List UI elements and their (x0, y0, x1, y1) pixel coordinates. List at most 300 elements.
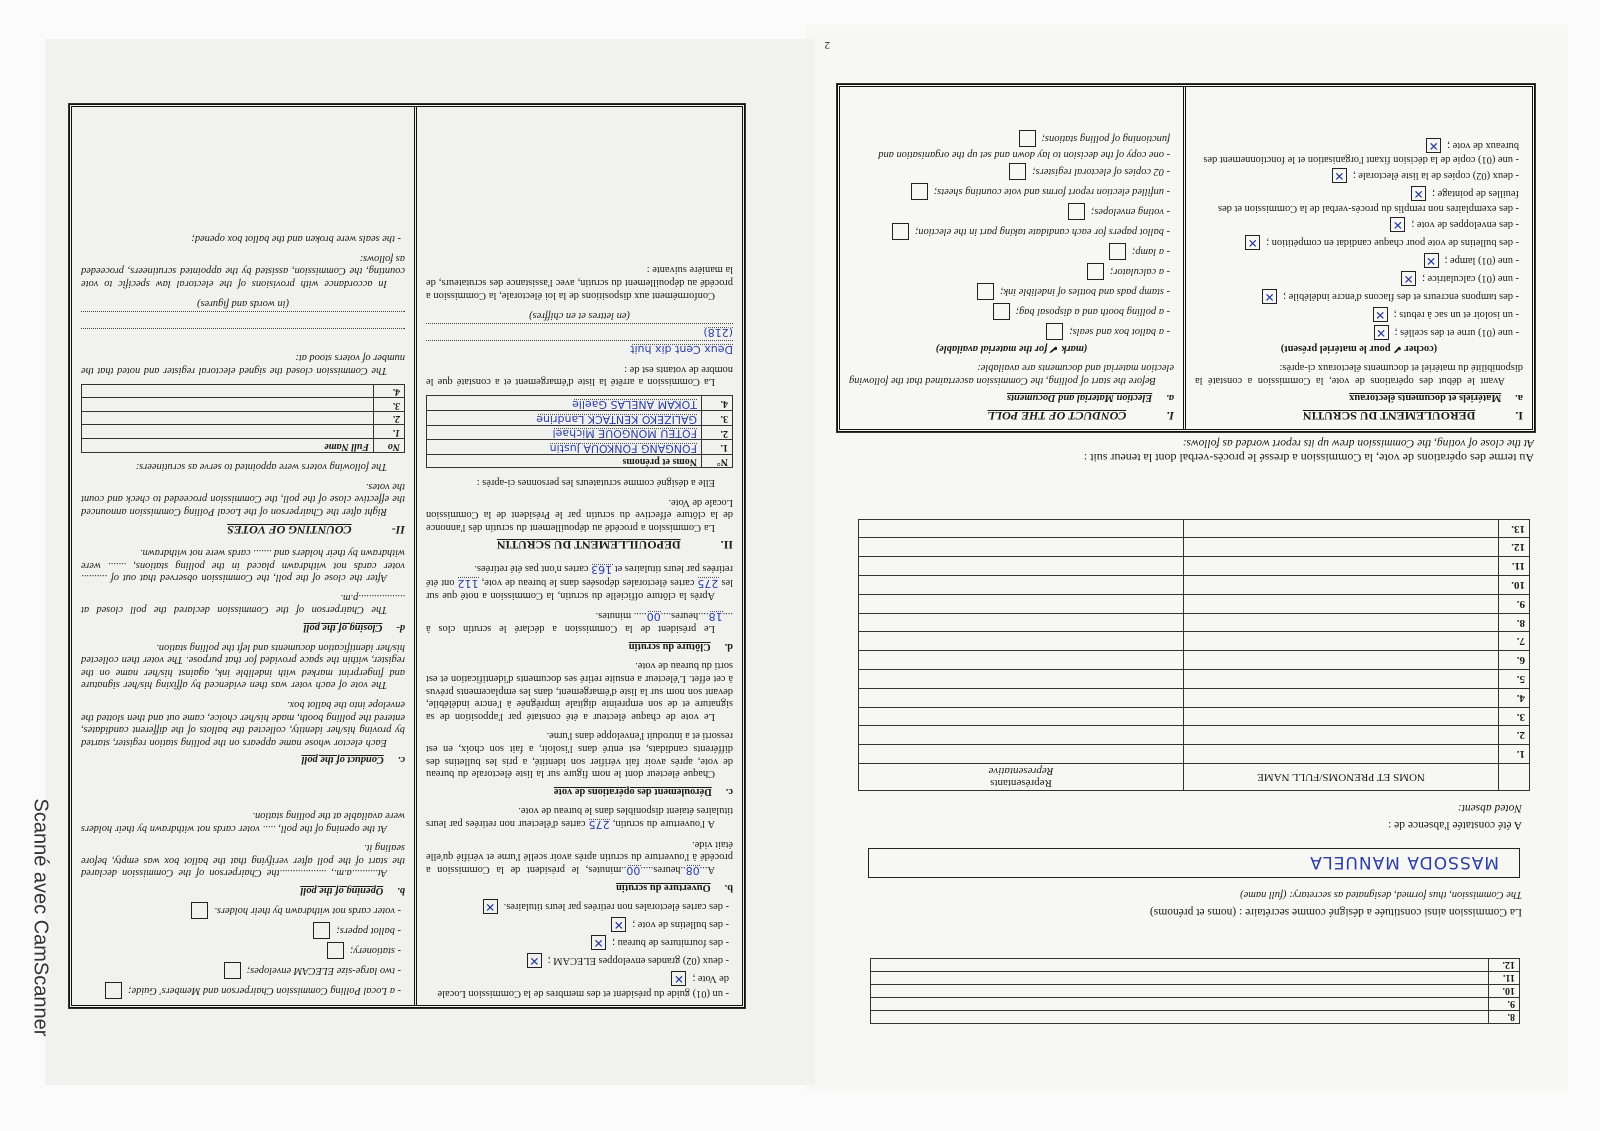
conduct-paragraph (81, 640, 405, 690)
paragraph-text: La Commission a arrêté la liste d'émargement et a constaté que le nombre de votants est de : (426, 363, 733, 388)
secretary-label-fr: La Commission ainsi constituée a désigné comme secrétaire : (noms et prénoms) (1149, 906, 1522, 918)
empty-cell[interactable] (859, 670, 1184, 689)
paragraph-text: Right after the Chairperson of the Local Polling Commission announced the effective close of the poll, the Commission proceeded to check and count the votes. (81, 480, 405, 517)
subsection-number: d. (724, 640, 733, 652)
paragraph-text: The following voters were appointed to serve as scrutineers: (135, 461, 387, 473)
empty-cell[interactable] (871, 959, 1489, 972)
checkbox[interactable] (1009, 163, 1026, 180)
empty-cell[interactable] (859, 707, 1184, 726)
checklist-item: - ballot papers; (81, 922, 401, 939)
handwritten-entry[interactable]: 112 (457, 576, 479, 590)
table-row (859, 632, 1530, 651)
section-number: II. (720, 538, 733, 553)
checklist-item: - deux (02) copies de la liste électorale ;✕ (1195, 168, 1519, 183)
scrutineer-name[interactable] (82, 411, 374, 425)
material-checklist-en (849, 130, 1174, 340)
paragraph-text: ..minutes, le président de la Commission a procédé à l'ouverture du scrutin après avoir scellé l'urne et vérifié qu'elle était vide. (426, 838, 733, 875)
row-number: 1. (702, 440, 733, 455)
item-text: des fournitures de bureau ; (612, 937, 723, 949)
instruction: (mark ✔ for the material available) (935, 342, 1088, 354)
row-number: 3. (702, 411, 733, 426)
intro-paragraph (1195, 361, 1523, 386)
opening-cards-paragraph (81, 808, 405, 833)
item-text: des bulletins de vote ; (632, 919, 723, 931)
item-text: des cartes électorales non retirées par leurs titulaires. (503, 901, 723, 913)
table-row (859, 519, 1530, 538)
opening-paragraph (81, 841, 405, 879)
voters-paragraph (81, 350, 405, 375)
item-text: 02 copies of electoral registers; (1032, 166, 1164, 178)
scrutineer-name[interactable] (82, 425, 374, 439)
closing-cards-paragraph (426, 561, 733, 601)
row-number: 3. (1499, 707, 1530, 726)
item-text: des bulletins de vote pour chaque candidat en compétition ; (1266, 237, 1513, 249)
representatives-table (858, 519, 1530, 791)
row-number: 1. (1499, 745, 1530, 764)
item-text: ballot papers; (336, 925, 395, 937)
checkbox[interactable] (313, 922, 330, 939)
checkbox[interactable]: ✕ (671, 971, 686, 986)
scrutineers-intro (81, 460, 405, 473)
empty-cell[interactable] (871, 998, 1489, 1011)
table-row (859, 688, 1530, 707)
table-row (871, 972, 1520, 985)
procedure-fr-column (417, 107, 742, 1005)
item-text: one copy of the decision to lay down and set up the organisation and functioning of polling stations; (878, 133, 1170, 161)
scrutineer-name[interactable] (82, 384, 374, 398)
conduct-paragraph (81, 697, 405, 747)
checkbox[interactable] (191, 902, 208, 919)
checkbox[interactable]: ✕ (1262, 289, 1277, 304)
paragraph-text: A l'ouverture du scrutin, (609, 818, 715, 830)
handwritten-entry[interactable]: 163 (591, 562, 613, 576)
col-name: Noms et prénoms (427, 454, 702, 468)
table-row (859, 670, 1530, 689)
checkbox[interactable] (892, 223, 909, 240)
paragraph-text: cartes n'ont pas été retirées. (474, 562, 592, 574)
paragraph-text: Elle a désigné comme scrutateurs les personnes ci-après : (476, 476, 715, 488)
row-number: 8. (1499, 613, 1530, 632)
scrutineer-row (82, 411, 405, 425)
paragraph-text: Après la clôture officielle du scrutin, la Commission a noté que sur les (426, 576, 733, 602)
empty-cell[interactable] (859, 576, 1184, 595)
table-row (859, 726, 1530, 745)
checklist-item: - stamp pads and bottles of indelible ink; (849, 283, 1170, 300)
col-full-name: NOMS ET PRENOMS/FULL NAME (1184, 764, 1499, 791)
subsection-number: d- (396, 622, 405, 634)
item-text: une (01) urne et des scellés ; (1394, 327, 1513, 339)
empty-cell[interactable] (859, 557, 1184, 576)
scrutineer-row (427, 396, 733, 411)
checklist-item: - une (01) urne et des scellés ;✕ (1195, 325, 1519, 340)
item-text: a ballot box and seals; (1069, 326, 1164, 338)
empty-cell[interactable] (859, 519, 1184, 538)
row-number: 7. (1499, 632, 1530, 651)
checklist-item: - une (01) copie de la décision fixant l'organisation et le fonctionnement des bureaux de vote ;✕ (1203, 138, 1519, 166)
paragraph-text: Le président de la Commission a déclaré le scrutin clos à .... (426, 609, 733, 635)
paragraph-text: The Commission closed the signed electoral register and noted that the number of voters stood at: (81, 352, 405, 376)
paragraph-text: La Commission a procédé au dépouillement du scrutin dès l'annonce de la clôture effective du scrutin par le Président de la Commission Locale de Vote. (426, 496, 733, 533)
col-num (1499, 764, 1530, 791)
empty-cell[interactable] (1184, 726, 1499, 745)
section-number: II- (391, 522, 405, 537)
paragraph-text: cartes électorales déposées dans le bureau de vote, (478, 576, 698, 588)
opening-paragraph (426, 837, 733, 876)
table-row (859, 651, 1530, 670)
checkbox[interactable]: ✕ (1424, 253, 1439, 268)
subsection-number: b. (397, 885, 405, 896)
empty-cell[interactable] (871, 1011, 1489, 1024)
table-row (871, 959, 1520, 972)
material-checklist-fr (1195, 138, 1523, 340)
table-row (871, 985, 1520, 998)
item-text: stamp pads and bottles of indelible ink; (1000, 286, 1164, 298)
checkbox[interactable]: ✕ (1332, 168, 1347, 183)
paragraph-text: The vote of each voter was then evidenced by affixing his/her signature and fingerprint marked with indelible ink, against his/her name on the register, within the space provided for that purpose. The voter then collected his/her identification documents and left the polling station. (81, 641, 405, 691)
scrutineers-table-en (81, 384, 405, 453)
checklist-item: - deux (02) grandes enveloppes ELECAM ;✕ (426, 953, 729, 968)
item-text: un isoloir et un sac à rebuts ; (1393, 309, 1513, 321)
empty-cell[interactable] (1184, 576, 1499, 595)
row-number: 10. (1489, 985, 1520, 998)
scrutineer-name[interactable] (427, 411, 702, 426)
paragraph-text: Before the start of polling, the Commission ascertained that the following election material and documents are available: (849, 362, 1174, 386)
intro-paragraph (849, 361, 1174, 386)
voters-words-field[interactable] (81, 328, 405, 343)
scrutineers-table-fr (426, 395, 733, 468)
checkbox[interactable]: ✕ (1374, 325, 1389, 340)
paragraph-text: cartes d'électeur non retirées par leurs titulaires étaient disponibles dans le bureau de vote. (426, 805, 733, 830)
row-number: 13. (1499, 519, 1530, 538)
item-text: unfilled election report forms and vote counting sheets; (933, 186, 1164, 198)
checkbox[interactable]: ✕ (611, 917, 626, 932)
checklist-item: - a Local Polling Commission Chairperson and Members' Guide; (81, 982, 401, 999)
empty-cell[interactable] (859, 613, 1184, 632)
secretary-name-field[interactable]: MASSODA MANUELA (868, 848, 1520, 878)
paragraph-text: ont été retirées par leurs titulaires et (426, 562, 733, 588)
handwritten-entry[interactable]: 18 (708, 609, 723, 623)
counting-paragraph (81, 479, 405, 517)
table-row (859, 707, 1530, 726)
checkbox[interactable]: ✕ (1390, 217, 1405, 232)
item-text: a calculator; (1109, 266, 1164, 278)
subsection-title: Closing of the poll (303, 622, 383, 634)
checkbox[interactable]: ✕ (1373, 307, 1388, 322)
scrutineer-name-text: FONGANG FONKOUA Justin (549, 441, 697, 455)
checklist-item: - two large-size ELECAM envelopes; (81, 962, 401, 979)
conduct-paragraph (426, 729, 733, 779)
empty-cell[interactable] (1184, 538, 1499, 557)
section-conduct-box (837, 84, 1535, 432)
scrutineer-name-text: GALIZEKO KENTACK Landrine (536, 412, 697, 426)
voters-words: Deux Cent dix huit (630, 343, 733, 357)
row-number: 8. (1489, 1011, 1520, 1024)
empty-cell[interactable] (1184, 557, 1499, 576)
paragraph-text: A... (699, 863, 715, 875)
col-rep-en: Representative (988, 765, 1054, 777)
handwritten-entry[interactable]: 00 (646, 609, 661, 623)
row-number: 2. (374, 411, 405, 425)
row-number: 4. (374, 384, 405, 398)
closing-paragraph (81, 590, 405, 615)
table-row (871, 998, 1520, 1011)
checklist-item: - des enveloppes de vote ;✕ (1195, 217, 1519, 232)
paragraph-text: Avant le début des opérations de vote, la Commission a constaté la disponibilité du matériel et documents électoraux ci-après: (1195, 362, 1523, 386)
closing-paragraph (426, 608, 733, 634)
scrutineer-name[interactable] (427, 440, 702, 455)
empty-cell[interactable] (1184, 632, 1499, 651)
scrutineer-name-text: FOTEU MONGOUE Michael (552, 427, 697, 441)
subsection-title: Clôture du scrutin (628, 640, 711, 652)
paragraph-text: After the close of the poll, the Commission observed that out of .......... voter cards not withdrawn placed in the polling stations, ....... were withdrawn by their holders and ....... cards were not withdrawn. (81, 547, 405, 584)
checklist-item: - une (01) lampe ;✕ (1195, 253, 1519, 268)
checkbox[interactable] (224, 962, 241, 979)
checkbox[interactable]: ✕ (1401, 271, 1416, 286)
paragraph-text: In accordance with provisions of the electoral law specific to vote counting, the Commission, assisted by the appointed scrutineers, proceeded as follows: (81, 252, 405, 289)
empty-cell[interactable] (1184, 688, 1499, 707)
checkbox[interactable] (993, 303, 1010, 320)
section-title: DEPOUILLEMENT DU SCRUTIN (496, 538, 681, 553)
empty-cell[interactable] (859, 688, 1184, 707)
checkbox[interactable] (105, 982, 122, 999)
empty-cell[interactable] (871, 972, 1489, 985)
scrutineer-name[interactable] (82, 398, 374, 412)
checkbox[interactable] (1068, 203, 1085, 220)
checklist-item: - stationery; (81, 942, 401, 959)
item-text: des tampons encreurs et des flacons d'encre indélébile ; (1283, 291, 1513, 303)
members-table (870, 958, 1520, 1024)
checklist-item: - une (01) calculatrice ;✕ (1195, 271, 1519, 286)
scrutineer-row (82, 425, 405, 439)
row-number: 3. (374, 398, 405, 412)
empty-cell[interactable] (1184, 519, 1499, 538)
col-rep-fr: Représentants (990, 777, 1052, 789)
section-number: I. (1515, 409, 1523, 423)
item-text: two large-size ELECAM envelopes; (246, 965, 395, 977)
voters-words-field[interactable] (426, 340, 733, 355)
row-number: 6. (1499, 651, 1530, 670)
checklist-item: - unfilled election report forms and vote counting sheets; (849, 183, 1170, 200)
voters-note: (en lettres et en chiffres) (529, 310, 630, 322)
subsection-title: Opening of the poll (300, 885, 384, 896)
col-name: Full Name (82, 438, 374, 452)
paragraph-text: ..... minutes. (595, 609, 647, 621)
checkbox[interactable] (1109, 243, 1126, 260)
checklist-item: - des fournitures de bureau ;✕ (426, 935, 729, 950)
subsection-number: a. (1515, 392, 1523, 404)
item-text: deux (02) grandes enveloppes ELECAM ; (547, 955, 723, 967)
report-intro-fr: Au terme des opérations de vote, la Commission a dressé le procès-verbal dont la teneur suit : (1083, 451, 1534, 465)
item-text: a polling booth and a disposal bag; (1015, 306, 1164, 318)
row-number: 12. (1489, 959, 1520, 972)
voters-paragraph (426, 362, 733, 387)
checkbox[interactable] (1087, 263, 1104, 280)
row-number: 11. (1489, 972, 1520, 985)
item-text: a Local Polling Commission Chairperson and Members' Guide; (128, 985, 395, 997)
checkbox[interactable]: ✕ (527, 953, 542, 968)
table-row (859, 745, 1530, 764)
checklist-item: - voting envelopes; (849, 203, 1170, 220)
counting-method-paragraph (81, 251, 405, 289)
voters-figure-field[interactable] (81, 311, 405, 326)
checklist-item: - un isoloir et un sac à rebuts ;✕ (1195, 307, 1519, 322)
items-checklist-en (81, 902, 405, 999)
checklist-item: - des bulletins de vote ;✕ (426, 917, 729, 932)
paragraph-text: At..........a.m., ..................the Chairperson of the Commission declared the start of the poll after verifying that the ballot box was empty, before sealing it. (81, 842, 405, 879)
checkbox[interactable] (911, 183, 928, 200)
checklist-item: - des exemplaires non remplis du procès-verbal de la Commission et des feuilles de pointage ;✕ (1218, 187, 1519, 215)
checkbox[interactable] (1046, 323, 1063, 340)
item-text: voter cards not withdrawn by their holders. (214, 905, 395, 917)
row-number: 4. (1499, 688, 1530, 707)
voters-figure-field[interactable] (426, 323, 733, 338)
empty-cell[interactable] (871, 985, 1489, 998)
checkbox[interactable]: ✕ (1411, 186, 1426, 201)
paragraph-text: ....heures.... (660, 609, 709, 621)
row-number: 11. (1499, 557, 1530, 576)
checklist-item: - a lamp; (849, 243, 1170, 260)
counting-paragraph (426, 495, 733, 533)
item-text: a lamp; (1131, 246, 1164, 258)
item-text: deux (02) copies de la liste électorale ; (1352, 170, 1513, 182)
empty-cell[interactable] (859, 632, 1184, 651)
empty-cell[interactable] (1184, 594, 1499, 613)
section-title: DEROULEMENT DU SCRUTIN (1302, 409, 1476, 423)
paragraph-text: Each elector whose name appears on the polling station register, started by proving his/her identity, collected the ballots of the different candidates, entered the polling booth, made his/her choice, came out and then slotted the envelope into the ballot box. (81, 699, 405, 748)
section-number: I. (1166, 409, 1174, 423)
seals-broken-item: - the seals were broken and the ballot box opened; (191, 233, 401, 245)
checkbox[interactable] (327, 942, 344, 959)
handwritten-entry[interactable]: 00 (626, 863, 641, 877)
paragraph-text: Chaque électeur dont le nom figure sur la liste électorale du bureau de vote, après avoir fait vérifier son identité, a pris les bulletins des différents candidats, est entré dans l'isoloir, a fait son choix, en est ressorti et a introduit l'enveloppe dans l'urne. (426, 730, 733, 780)
procedure-en-column (72, 107, 417, 1005)
paragraph-text: Le vote de chaque électeur a été constaté par l'apposition de sa signature et de son empreinte digitale imprégnée à l'encre indélébile, devant son nom sur la liste d'émargement, dans les emplacements prévus à cet effet. L'électeur a ensuite retiré ses documents d'identification et est sorti du bureau de vote. (426, 660, 733, 722)
voters-figure: (218) (703, 326, 733, 340)
conduct-paragraph (426, 659, 733, 722)
row-number: 2. (1499, 726, 1530, 745)
table-row (859, 594, 1530, 613)
row-number: 10. (1499, 576, 1530, 595)
checkbox[interactable] (977, 283, 994, 300)
checkbox[interactable]: ✕ (483, 899, 498, 914)
paragraph-text: ..heures..... (640, 863, 686, 875)
item-text: stationery; (349, 945, 395, 957)
scrutineer-name-text: TOKAM ANELAS Gaelle (572, 398, 697, 411)
section-title: CONDUCT OF THE POLL (987, 409, 1127, 423)
checklist-item: - a ballot box and seals; (849, 323, 1170, 340)
closing-cards-paragraph (81, 546, 405, 584)
scrutineers-intro (426, 475, 733, 488)
row-number: 4. (702, 396, 733, 411)
row-number: 1. (374, 425, 405, 439)
col-representative (859, 764, 1184, 791)
section-title: COUNTING OF VOTES (227, 522, 352, 537)
scrutineer-name[interactable] (427, 396, 702, 411)
empty-cell[interactable] (1184, 670, 1499, 689)
counting-method-paragraph (426, 263, 733, 301)
subsection-title: Déroulement des opérations de vote (553, 785, 712, 797)
empty-cell[interactable] (1184, 707, 1499, 726)
item-text: un (01) guide du président et des membres de la Commission Locale de Vote ; (437, 973, 729, 999)
empty-cell[interactable] (859, 726, 1184, 745)
checkbox[interactable]: ✕ (591, 935, 606, 950)
subsection-title: Ouverture du scrutin (616, 882, 711, 894)
item-text: une (01) calculatrice ; (1422, 273, 1513, 285)
checklist-item: - ballot papers for each candidate taking part in the election; (849, 223, 1170, 240)
checklist-item: - des cartes électorales non retirées par leurs titulaires.✕ (426, 899, 729, 914)
row-number: 9. (1489, 998, 1520, 1011)
item-text: voting envelopes; (1090, 206, 1164, 218)
handwritten-entry[interactable]: 275 (588, 818, 610, 832)
table-row (871, 1011, 1520, 1024)
scrutineer-row (427, 440, 733, 455)
subsection-title: Matériels et documents électoraux (1349, 392, 1502, 404)
page-number: 2 (824, 39, 830, 51)
empty-cell[interactable] (859, 651, 1184, 670)
empty-cell[interactable] (859, 745, 1184, 764)
table-row (859, 538, 1530, 557)
table-row (859, 576, 1530, 595)
paragraph-text: Conformément aux dispositions de la loi électorale, la Commission a procédé au dépouillement du scrutin, avec l'assistance des scrutateurs, de la manière suivante : (426, 264, 733, 301)
scrutineer-name[interactable] (427, 425, 702, 440)
subsection-number: b. (724, 882, 733, 894)
col-no: N° (702, 454, 733, 468)
item-text: une (01) copie de la décision fixant l'organisation et le fonctionnement des bureaux de vote ; (1203, 139, 1519, 166)
checklist-item: - one copy of the decision to lay down and set up the organisation and functioning of polling stations; (849, 130, 1170, 160)
checklist-item: - 02 copies of electoral registers; (849, 163, 1170, 180)
subsection-number: c. (725, 785, 733, 797)
col-no: No (374, 438, 405, 452)
item-text: des enveloppes de vote ; (1411, 219, 1513, 231)
subsection-number: a. (1166, 392, 1174, 404)
scrutineer-row (427, 425, 733, 440)
row-number: 9. (1499, 594, 1530, 613)
empty-cell[interactable] (859, 538, 1184, 557)
checklist-item: - des bulletins de vote pour chaque candidat en compétition ;✕ (1195, 235, 1519, 250)
camscanner-watermark: Scanné avec CamScanner (29, 798, 52, 1037)
scrutineer-row (82, 398, 405, 412)
row-number: 12. (1499, 538, 1530, 557)
row-number: 2. (702, 425, 733, 440)
table-row (859, 613, 1530, 632)
empty-cell[interactable] (859, 594, 1184, 613)
handwritten-entry[interactable]: 08 (685, 863, 700, 877)
handwritten-entry[interactable]: 275 (697, 576, 719, 590)
checkbox[interactable] (1019, 130, 1036, 147)
items-checklist-fr (426, 899, 733, 999)
poll-procedure-box (69, 104, 745, 1008)
voters-note: (in words and figures) (197, 298, 289, 310)
members-table-block (870, 950, 1520, 1028)
secretary-label-en: The Commission, thus formed, designated as secretary: (full name) (1240, 889, 1522, 900)
checkbox[interactable]: ✕ (1426, 138, 1441, 153)
row-number: 5. (1499, 670, 1530, 689)
subsection-title: Election Material and Documents (1007, 392, 1153, 404)
checklist-item: - a polling booth and a disposal bag; (849, 303, 1170, 320)
table-row (859, 557, 1530, 576)
section-en-column (840, 87, 1186, 429)
opening-cards-paragraph (426, 804, 733, 830)
empty-cell[interactable] (1184, 745, 1499, 764)
section-fr-column (1186, 87, 1532, 429)
absent-label-en: Noted absent: (1457, 802, 1522, 814)
checklist-item: - des tampons encreurs et des flacons d'encre indélébile ;✕ (1195, 289, 1519, 304)
paragraph-text: The Chairperson of the Commission declared the poll closed at ..................p.m. (81, 591, 405, 616)
checkbox[interactable]: ✕ (1245, 235, 1260, 250)
empty-cell[interactable] (1184, 651, 1499, 670)
item-text: une (01) lampe ; (1444, 255, 1513, 267)
empty-cell[interactable] (1184, 613, 1499, 632)
